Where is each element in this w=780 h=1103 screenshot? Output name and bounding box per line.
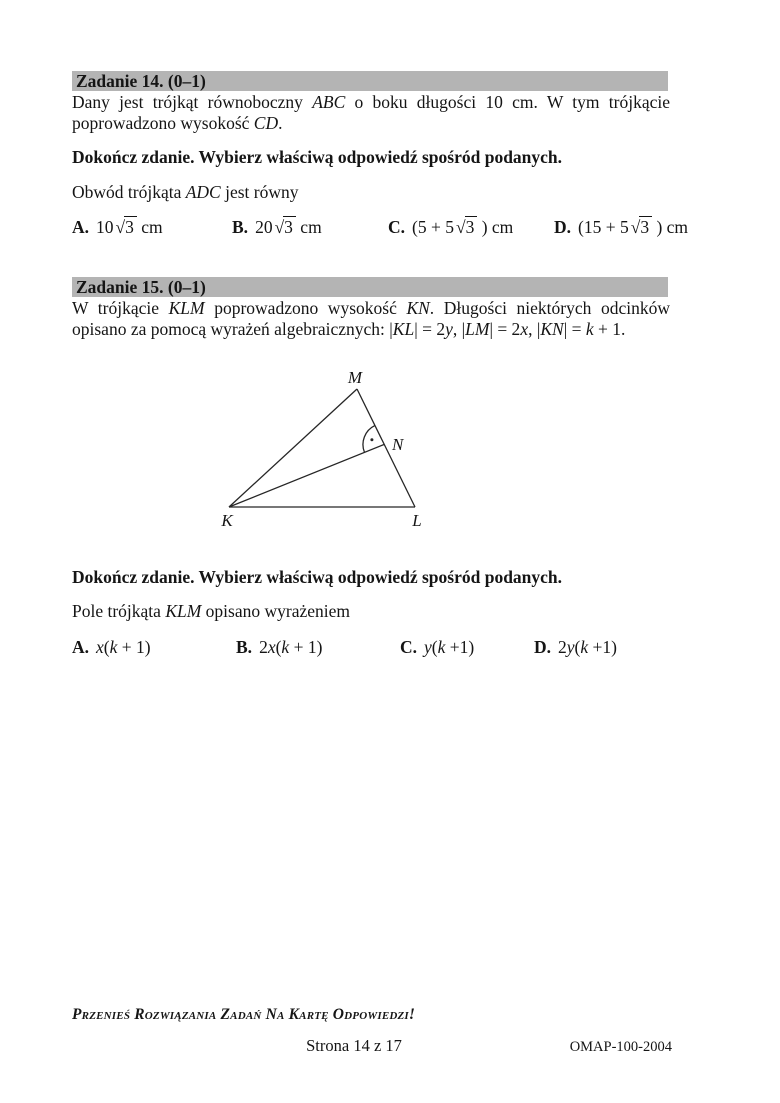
right-angle-dot — [370, 438, 373, 441]
task14-option-c-label: C. — [388, 217, 406, 237]
task14-intro-paragraph: Dany jest trójkąt równoboczny ABC o boku długości 10 cm. W tym trójkącie poprowadzono wysokość CD. — [72, 92, 671, 133]
height-kn — [229, 445, 384, 508]
task15-question: Pole trójkąta KLM opisano wyrażeniem — [72, 601, 350, 621]
task14-option-b — [232, 217, 322, 238]
task14-option-c-value: (5 + 5 √3 ) cm — [412, 217, 514, 237]
task14-option-a-label: A. — [72, 217, 90, 237]
task14-title: Zadanie 14. (0–1) — [76, 71, 206, 91]
task14-option-b-label: B. — [232, 217, 249, 237]
vertex-label-l: L — [412, 511, 422, 530]
task15-option-a — [72, 637, 151, 658]
task15-option-d-value: 2y(k +1) — [558, 637, 617, 657]
task14-option-d-label: D. — [554, 217, 572, 237]
task15-intro-paragraph: W trójkącie KLM poprowadzono wysokość KN. Długości niektórych odcinków opisano za pomocą wyrażeń algebraicznych: |KL| = 2y, |LM| = 2x, |KN| = k + 1. — [72, 298, 671, 339]
task15-option-d — [534, 637, 617, 658]
task14-option-c — [388, 217, 513, 238]
task14-instruction: Dokończ zdanie. Wybierz właściwą odpowiedź spośród podanych. — [72, 147, 563, 167]
task15-option-c — [400, 637, 474, 658]
task15-option-a-value: x(k + 1) — [96, 637, 151, 657]
triangle-klm-figure — [200, 368, 460, 543]
vertex-label-k: K — [221, 511, 233, 530]
task14-options-row — [72, 217, 712, 251]
task14-option-d-value: (15 + 5 √3 ) cm — [578, 217, 689, 237]
task14-header-bar — [72, 71, 668, 91]
task15-instruction: Dokończ zdanie. Wybierz właściwą odpowiedź spośród podanych. — [72, 567, 563, 587]
task15-option-b-value: 2x(k + 1) — [259, 637, 323, 657]
transfer-answers-notice: Przenieś Rozwiązania Zadań Na Kartę Odpowiedzi! — [72, 1006, 416, 1023]
task15-option-c-label: C. — [400, 637, 418, 657]
task14-question: Obwód trójkąta ADC jest równy — [72, 182, 299, 202]
side-km — [229, 389, 357, 507]
task15-option-b-label: B. — [236, 637, 253, 657]
task15-title: Zadanie 15. (0–1) — [76, 277, 206, 297]
task15-options-row — [72, 637, 712, 671]
task15-header-bar — [72, 277, 668, 297]
task14-option-a — [72, 217, 163, 238]
vertex-label-m: M — [347, 368, 363, 387]
task14-option-b-value: 20 √3 cm — [255, 217, 322, 237]
vertex-label-n: N — [392, 435, 404, 454]
task14-option-d — [554, 217, 688, 238]
task15-option-c-value: y(k +1) — [424, 637, 475, 657]
task14-option-a-value: 10 √3 cm — [96, 217, 163, 237]
task15-option-a-label: A. — [72, 637, 90, 657]
side-ml — [357, 389, 415, 507]
document-code: OMAP-100-2004 — [569, 1039, 672, 1055]
task15-option-d-label: D. — [534, 637, 552, 657]
page-number: Strona 14 z 17 — [306, 1036, 402, 1055]
task15-option-b — [236, 637, 322, 658]
